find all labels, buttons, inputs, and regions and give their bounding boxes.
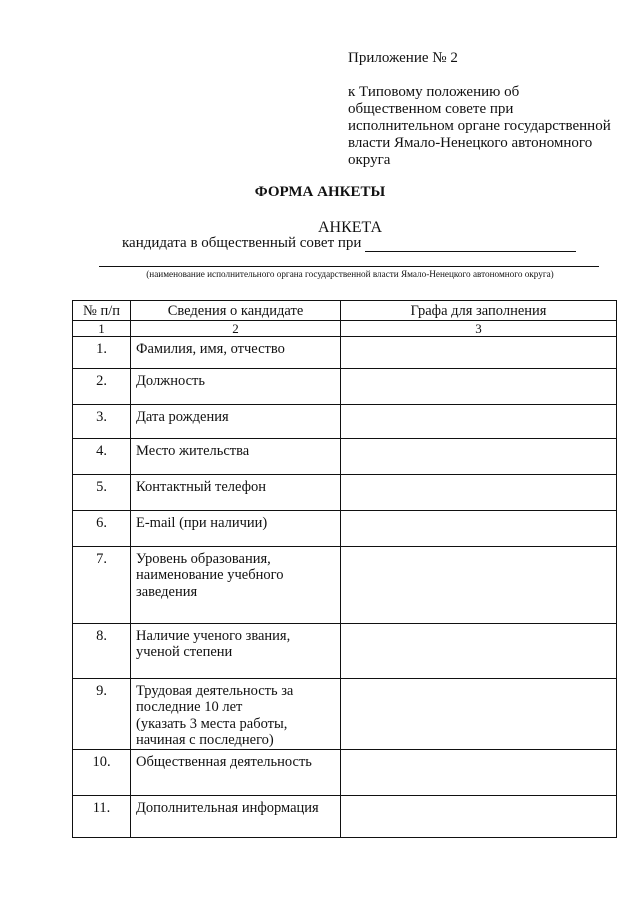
table-row: [73, 795, 617, 837]
row-label: [131, 404, 341, 438]
fill-cell[interactable]: [341, 749, 617, 795]
annex-line: власти Ямало-Ненецкого автономного: [348, 135, 593, 151]
row-number: 8.: [73, 623, 131, 678]
row-number: 5.: [73, 474, 131, 510]
annex-reference: [348, 84, 628, 169]
table-row: [73, 474, 617, 510]
row-number: 4.: [73, 438, 131, 474]
table-row: [73, 678, 617, 749]
row-label-line: Общественная деятельность: [136, 753, 312, 770]
row-number: 7.: [73, 546, 131, 623]
fill-cell[interactable]: [341, 438, 617, 474]
row-label: [131, 623, 341, 678]
row-label-line: Должность: [136, 372, 205, 389]
row-number: 10.: [73, 749, 131, 795]
candidate-line: [122, 235, 576, 252]
table-row: [73, 510, 617, 546]
table-row: [73, 404, 617, 438]
row-label: [131, 749, 341, 795]
row-label: [131, 438, 341, 474]
row-label: [131, 510, 341, 546]
row-label-line: начиная с последнего): [136, 732, 274, 748]
table-row: [73, 438, 617, 474]
row-label-line: Трудовая деятельность за: [136, 682, 294, 699]
fill-cell[interactable]: [341, 474, 617, 510]
fill-cell[interactable]: [341, 546, 617, 623]
row-number: 2.: [73, 368, 131, 404]
row-number: 1.: [73, 336, 131, 368]
row-label-line: Дата рождения: [136, 408, 229, 425]
row-label-line: (указать 3 места работы,: [136, 715, 288, 732]
candidate-line-text: кандидата в общественный совет при: [122, 235, 362, 251]
index-cell: 3: [341, 320, 617, 336]
row-label-line: Дополнительная информация: [136, 799, 319, 816]
row-label-line: Наличие ученого звания,: [136, 627, 291, 644]
fill-cell[interactable]: [341, 795, 617, 837]
row-label: [131, 368, 341, 404]
annex-title: Приложение № 2: [348, 50, 458, 66]
row-label-line: Фамилия, имя, отчество: [136, 340, 285, 357]
header-candidate-info: Сведения о кандидате: [131, 301, 341, 321]
row-number: 3.: [73, 404, 131, 438]
fill-cell[interactable]: [341, 404, 617, 438]
organ-name-blank[interactable]: [99, 266, 599, 267]
fill-cell[interactable]: [341, 336, 617, 368]
index-cell: 2: [131, 320, 341, 336]
row-label-line: наименование учебного: [136, 567, 284, 583]
fill-cell[interactable]: [341, 623, 617, 678]
row-label: [131, 336, 341, 368]
table-row: [73, 336, 617, 368]
row-number: 6.: [73, 510, 131, 546]
row-label-line: Контактный телефон: [136, 478, 267, 495]
table-row: [73, 546, 617, 623]
row-number: 11.: [73, 795, 131, 837]
council-name-blank[interactable]: [365, 236, 576, 252]
table-header-row: [73, 301, 617, 321]
form-title: ФОРМА АНКЕТЫ: [254, 184, 386, 200]
row-number: 9.: [73, 678, 131, 749]
annex-line: исполнительном органе государственной: [348, 118, 611, 134]
row-label-line: E-mail (при наличии): [136, 514, 268, 531]
row-label: [131, 678, 341, 749]
fill-cell[interactable]: [341, 368, 617, 404]
row-label-line: ученой степени: [136, 644, 233, 660]
header-fill-column: Графа для заполнения: [341, 301, 617, 321]
fill-cell[interactable]: [341, 678, 617, 749]
anketa-title: АНКЕТА: [317, 219, 383, 236]
questionnaire-table: [72, 300, 617, 838]
index-cell: 1: [73, 320, 131, 336]
header-number: № п/п: [73, 301, 131, 321]
row-label-line: Уровень образования,: [136, 550, 271, 567]
row-label-line: последние 10 лет: [136, 699, 243, 715]
table-row: [73, 623, 617, 678]
table-index-row: [73, 320, 617, 336]
annex-line: округа: [348, 152, 391, 168]
annex-line: к Типовому положению об: [348, 84, 520, 100]
row-label: [131, 474, 341, 510]
row-label-line: Место жительства: [136, 442, 250, 459]
table-row: [73, 749, 617, 795]
table-row: [73, 368, 617, 404]
row-label: [131, 795, 341, 837]
organ-name-caption: (наименование исполнительного органа государственной власти Ямало-Ненецкого автономного округа): [146, 269, 554, 279]
row-label-line: заведения: [136, 583, 198, 600]
fill-cell[interactable]: [341, 510, 617, 546]
annex-line: общественном совете при: [348, 101, 514, 117]
row-label: [131, 546, 341, 623]
